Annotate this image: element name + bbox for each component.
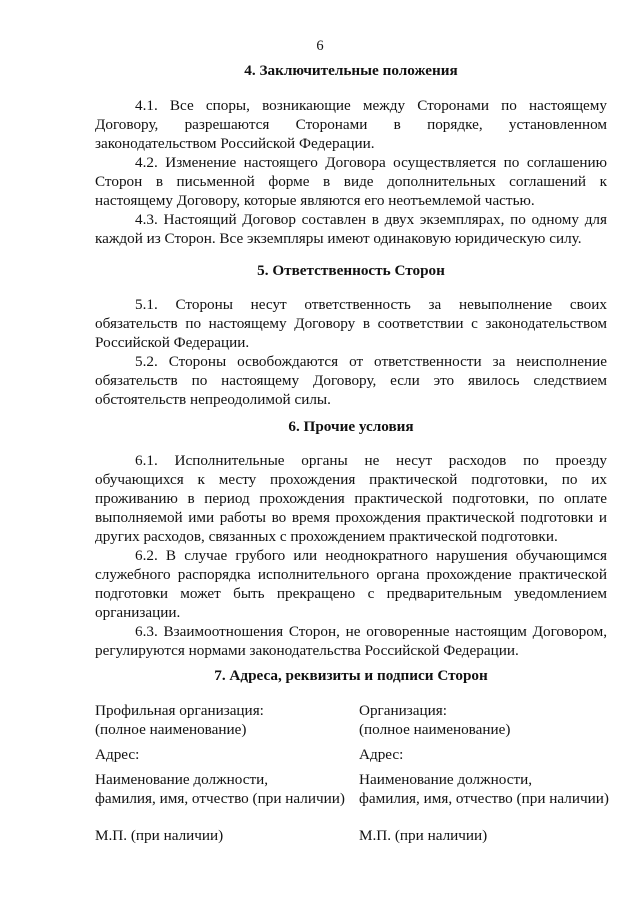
organization-label: Организация: [359, 702, 447, 719]
paragraph-6-2: 6.2. В случае грубого или неоднократного нарушения обучающимся служебного распорядка исполнительного органа прохождение практической подготовки может быть прекращено с предварительным уведомлением организации. [95, 547, 607, 621]
organization-position: Наименование должности, [359, 771, 533, 788]
paragraph-6-3: 6.3. Взаимоотношения Сторон, не оговоренные настоящим Договором, регулируются нормами законодательства Российской Федерации. [95, 623, 607, 659]
paragraph-4-3: 4.3. Настоящий Договор составлен в двух экземплярах, по одному для каждой из Сторон. Все экземпляры имеют одинаковую юридическую силу. [95, 211, 607, 247]
paragraph-4-2: 4.2. Изменение настоящего Договора осуществляется по соглашению Сторон в письменной форме в виде дополнительных соглашений к настоящему Договору, которые являются его неотъемлемой частью. [95, 154, 607, 209]
organization-address: Адрес: [359, 746, 404, 763]
section-title-final-provisions: 4. Заключительные положения [244, 62, 458, 79]
paragraph-4-1: 4.1. Все споры, возникающие между Сторонами по настоящему Договору, разрешаются Сторонами в порядке, установленном законодательством Российской Федерации. [95, 97, 607, 152]
section-title-liability: 5. Ответственность Сторон [257, 262, 445, 279]
section-title-other-terms: 6. Прочие условия [288, 418, 414, 435]
paragraph-5-2: 5.2. Стороны освобождаются от ответственности за неисполнение обязательств по настоящему Договору, если это явилось следствием обстоятельств непреодолимой силы. [95, 353, 607, 408]
profile-organization-signatory: фамилия, имя, отчество (при наличии) [95, 790, 345, 807]
profile-organization-stamp: М.П. (при наличии) [95, 827, 224, 844]
organization-signatory: фамилия, имя, отчество (при наличии) [359, 790, 609, 807]
organization-stamp: М.П. (при наличии) [359, 827, 488, 844]
paragraph-5-1: 5.1. Стороны несут ответственность за невыполнение своих обязательств по настоящему Договору в соответствии с законодательством Российской Федерации. [95, 296, 607, 351]
organization-name-hint: (полное наименование) [359, 721, 511, 738]
paragraph-6-1: 6.1. Исполнительные органы не несут расходов по проезду обучающихся к месту прохождения практической подготовки, по их проживанию в период прохождения практической подготовки, по оплате выполняемой ими работы во время прохождения практической подготовки и других расходов, связанных с прохождением практической подготовки. [95, 452, 607, 545]
profile-organization-label: Профильная организация: [95, 702, 264, 719]
section-title-addresses: 7. Адреса, реквизиты и подписи Сторон [214, 667, 488, 684]
profile-organization-address: Адрес: [95, 746, 140, 763]
profile-organization-position: Наименование должности, [95, 771, 269, 788]
profile-organization-name-hint: (полное наименование) [95, 721, 247, 738]
page-number: 6 [316, 38, 324, 54]
